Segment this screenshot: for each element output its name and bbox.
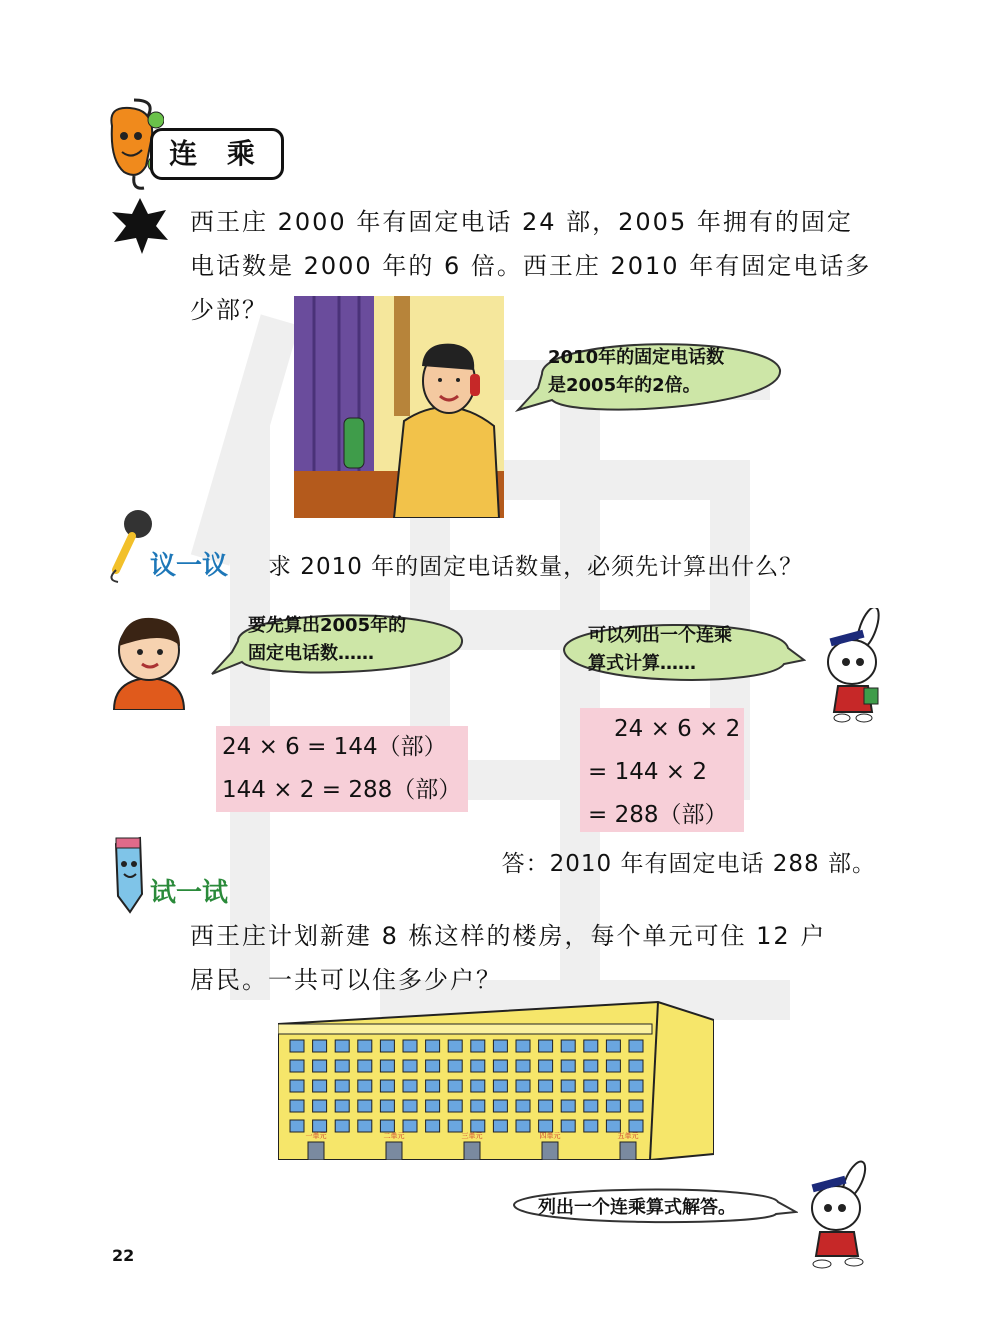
building-window (403, 1040, 417, 1052)
man-speech-text (548, 344, 724, 400)
unit-label: 五单元 (617, 1132, 639, 1140)
man-speech-line-1: 2010年的固定电话数 (548, 347, 725, 368)
building-window (403, 1120, 417, 1132)
building-window (448, 1080, 462, 1092)
building-window (403, 1060, 417, 1072)
page-number: 22 (112, 1246, 135, 1265)
discuss-question: 求 2010 年的固定电话数量，必须先计算出什么？ (268, 554, 804, 580)
building-window (493, 1080, 507, 1092)
boy-speech-line-2: 固定电话数…… (248, 643, 374, 664)
building-window (629, 1100, 643, 1112)
building-window (290, 1120, 304, 1132)
building-window (426, 1080, 440, 1092)
try-problem-text (190, 914, 880, 1002)
building-window (471, 1100, 485, 1112)
building-window (426, 1060, 440, 1072)
microphone-icon (104, 506, 154, 584)
building-window (539, 1100, 553, 1112)
building-window (448, 1060, 462, 1072)
building-window (313, 1080, 327, 1092)
building-window (380, 1100, 394, 1112)
building-window (606, 1120, 620, 1132)
building-window (380, 1060, 394, 1072)
building-window (539, 1080, 553, 1092)
rabbit-speech-line-2: 算式计算…… (588, 653, 696, 674)
building-window (629, 1060, 643, 1072)
building-window (561, 1040, 575, 1052)
building-window (516, 1040, 530, 1052)
building-window (313, 1040, 327, 1052)
building-window (606, 1040, 620, 1052)
building-window (380, 1120, 394, 1132)
building-window (426, 1040, 440, 1052)
building-window (539, 1040, 553, 1052)
building-window (629, 1040, 643, 1052)
building-window (561, 1080, 575, 1092)
building-window (493, 1060, 507, 1072)
building-window (493, 1100, 507, 1112)
unit-label: 四单元 (539, 1132, 561, 1140)
building-window (358, 1060, 372, 1072)
boy-speech-line-1: 要先算出2005年的 (248, 615, 407, 636)
building-window (471, 1060, 485, 1072)
try-line-1: 西王庄计划新建 8 栋这样的楼房，每个单元可住 12 户 (190, 922, 827, 950)
apartment-building-illustration (278, 994, 714, 1160)
try-heading: 试一试 (150, 878, 229, 908)
rabbit-speech-text (588, 622, 732, 678)
building-door (542, 1142, 558, 1160)
building-window (471, 1080, 485, 1092)
man-speech-line-2: 是2005年的2倍。 (548, 375, 701, 396)
method-two-line-3: = 288（部） (588, 802, 728, 828)
building-window (290, 1080, 304, 1092)
building-door (464, 1142, 480, 1160)
building-window (380, 1080, 394, 1092)
building-window (493, 1040, 507, 1052)
building-window (313, 1120, 327, 1132)
building-window (584, 1120, 598, 1132)
building-window (403, 1100, 417, 1112)
method-one-box (216, 726, 468, 812)
pencil-mascot-icon (102, 834, 154, 914)
building-window (335, 1080, 349, 1092)
rabbit-speech-line-1: 可以列出一个连乘 (588, 625, 732, 646)
building-window (516, 1100, 530, 1112)
section-title: 连 乘 (150, 128, 284, 180)
building-window (629, 1120, 643, 1132)
method-one-line-1: 24 × 6 = 144（部） (222, 734, 447, 760)
building-window (448, 1040, 462, 1052)
building-window (606, 1060, 620, 1072)
answer-text: 答：2010 年有固定电话 288 部。 (501, 851, 876, 877)
building-window (358, 1120, 372, 1132)
building-window (606, 1080, 620, 1092)
building-window (335, 1040, 349, 1052)
building-window (561, 1060, 575, 1072)
building-window (561, 1120, 575, 1132)
building-door (308, 1142, 324, 1160)
building-window (516, 1080, 530, 1092)
unit-label: 一单元 (305, 1132, 327, 1140)
rabbit-bottom-speech-text: 列出一个连乘算式解答。 (538, 1197, 736, 1218)
building-window (426, 1120, 440, 1132)
man-on-phone-illustration (294, 296, 504, 518)
leaf-icon (110, 196, 170, 256)
building-window (335, 1100, 349, 1112)
building-window (290, 1100, 304, 1112)
building-window (403, 1080, 417, 1092)
building-window (584, 1040, 598, 1052)
building-window (516, 1120, 530, 1132)
building-window (539, 1060, 553, 1072)
building-window (358, 1040, 372, 1052)
building-window (584, 1100, 598, 1112)
building-window (290, 1040, 304, 1052)
building-window (335, 1120, 349, 1132)
building-window (290, 1060, 304, 1072)
problem-line-2: 电话数是 2000 年的 6 倍。西王庄 2010 年有固定电话多 (190, 252, 872, 280)
building-window (313, 1100, 327, 1112)
building-window (358, 1080, 372, 1092)
building-window (539, 1120, 553, 1132)
method-two-line-1: 24 × 6 × 2 (614, 716, 741, 742)
discuss-heading: 议一议 (150, 551, 229, 581)
method-two-line-2: = 144 × 2 (588, 759, 708, 785)
building-window (516, 1060, 530, 1072)
building-window (448, 1100, 462, 1112)
try-line-2: 居民。一共可以住多少户？ (190, 966, 502, 994)
building-window (471, 1040, 485, 1052)
building-window (313, 1060, 327, 1072)
building-window (606, 1100, 620, 1112)
building-window (584, 1060, 598, 1072)
problem-line-3: 少部？ (190, 296, 268, 324)
building-window (358, 1100, 372, 1112)
unit-label: 二单元 (383, 1132, 405, 1140)
unit-label: 三单元 (461, 1132, 483, 1140)
building-window (561, 1100, 575, 1112)
building-window (584, 1080, 598, 1092)
building-door (386, 1142, 402, 1160)
building-window (426, 1100, 440, 1112)
method-two-box (580, 708, 744, 832)
building-window (380, 1040, 394, 1052)
method-one-line-2: 144 × 2 = 288（部） (222, 777, 462, 803)
boy-character-illustration (104, 610, 194, 710)
building-window (448, 1120, 462, 1132)
rabbit-mascot-illustration (812, 608, 898, 724)
building-window (629, 1080, 643, 1092)
building-door (620, 1142, 636, 1160)
boy-speech-text (248, 612, 406, 668)
building-window (335, 1060, 349, 1072)
problem-line-1: 西王庄 2000 年有固定电话 24 部，2005 年拥有的固定 (190, 208, 853, 236)
building-window (471, 1120, 485, 1132)
building-window (493, 1120, 507, 1132)
rabbit-running-illustration (796, 1160, 880, 1270)
